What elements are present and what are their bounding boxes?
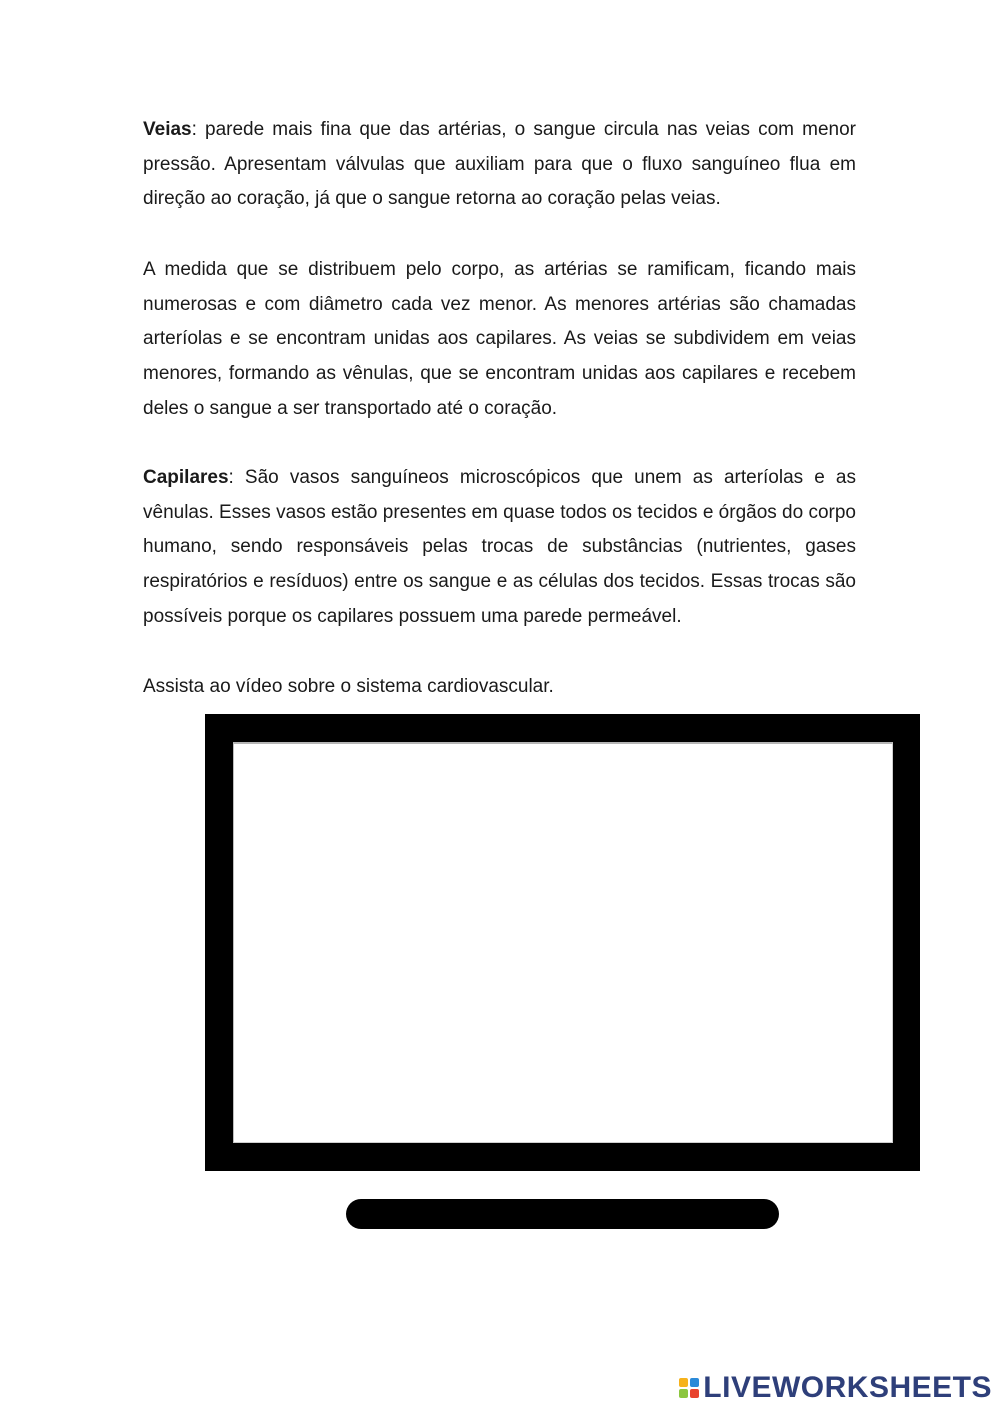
- tv-stand: [346, 1199, 779, 1229]
- term-veias: Veias: [143, 119, 192, 140]
- paragraph-assista: Assista ao vídeo sobre o sistema cardiovascular.: [143, 676, 554, 697]
- liveworksheets-watermark: [679, 1371, 992, 1405]
- term-capilares: Capilares: [143, 467, 229, 488]
- paragraph-veias: [143, 113, 856, 217]
- video-player-frame: [205, 714, 920, 1171]
- liveworksheets-brand-text: LIVEWORKSHEETS: [703, 1371, 992, 1404]
- liveworksheets-logo-icon: [679, 1378, 699, 1398]
- paragraph-capilares: [143, 461, 856, 635]
- paragraph-capilares-text: : São vasos sanguíneos microscópicos que unem as arteríolas e as vênulas. Esses vasos estão presentes em quase todos os tecidos e órgãos do corpo humano, sendo responsáveis pelas trocas de substâncias (nutrientes, gases respiratórios e resíduos) entre os sangue e as células dos tecidos. Essas trocas são possíveis porque os capilares possuem uma parede permeável.: [143, 467, 856, 627]
- paragraph-medida: A medida que se distribuem pelo corpo, as artérias se ramificam, ficando mais numerosas e com diâmetro cada vez menor. As menores artérias são chamadas arteríolas e se encontram unidas aos capilares. As veias se subdividem em veias menores, formando as vênulas, que se encontram unidas aos capilares e recebem deles o sangue a ser transportado até o coração.: [143, 259, 856, 419]
- paragraph-veias-text: : parede mais fina que das artérias, o sangue circula nas veias com menor pressão. Apresentam válvulas que auxiliam para que o fluxo sanguíneo flua em direção ao coração, já que o sangue retorna ao coração pelas veias.: [143, 119, 856, 210]
- video-embed-area[interactable]: [233, 742, 893, 1143]
